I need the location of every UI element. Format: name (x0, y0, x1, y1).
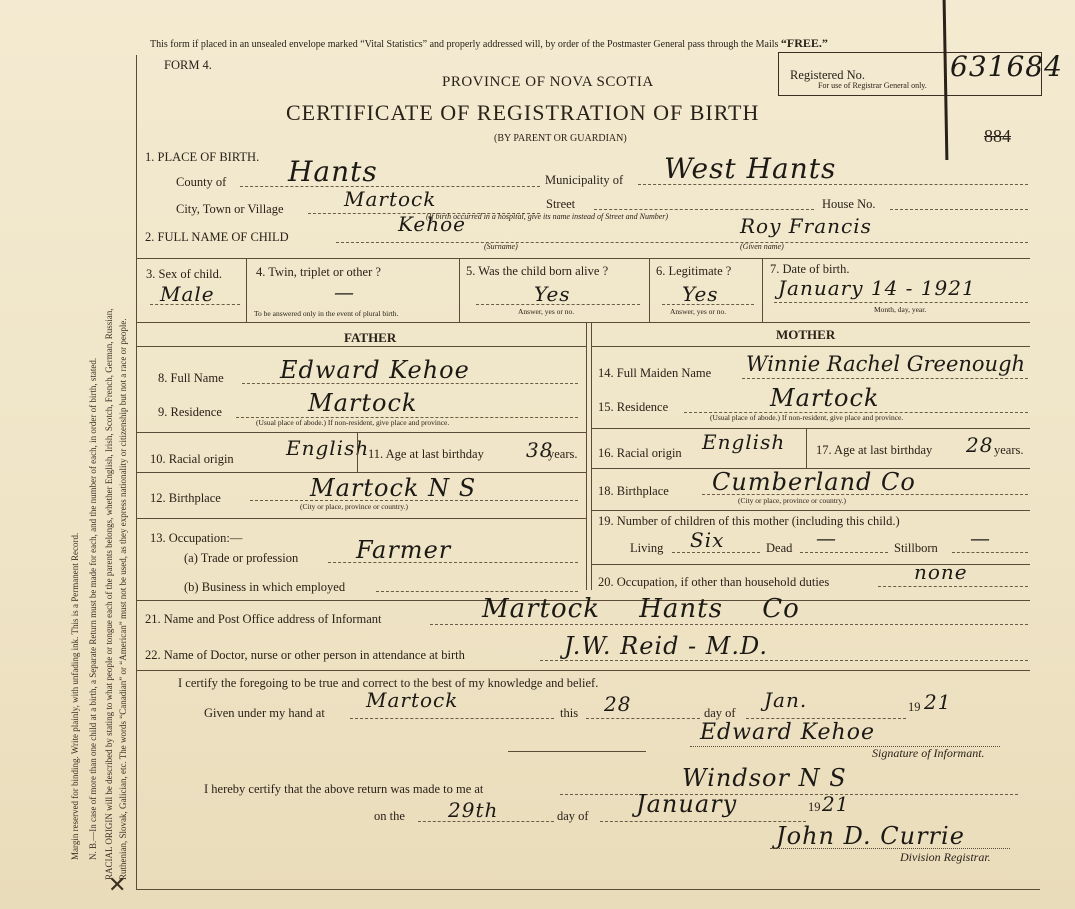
registered-number-value: 631684 (950, 50, 1063, 83)
father-residence-note: (Usual place of abode.) If non-resident, give place and province. (256, 418, 450, 427)
mother-living-label: Living (630, 541, 664, 555)
county-label: County of (176, 175, 227, 189)
return-place-line (560, 794, 1018, 795)
child-row-divider-3 (649, 258, 650, 322)
mother-age-label: 17. Age at last birthday (816, 443, 933, 457)
child-row-bottom-rule (136, 322, 1030, 323)
father-rule-1 (136, 432, 586, 433)
mother-occupation-label: 20. Occupation, if other than household duties (598, 575, 830, 589)
given-day-of-label: day of (704, 706, 736, 720)
street-line (594, 209, 814, 210)
father-residence-value: Martock (308, 389, 418, 417)
surname-note: (Surname) (484, 242, 518, 251)
date-of-birth-label: 7. Date of birth. (770, 262, 850, 276)
given-year-prefix: 19 (908, 700, 921, 714)
mother-name-label: 14. Full Maiden Name (598, 366, 712, 380)
given-day-value: 28 (604, 692, 632, 716)
father-name-label: 8. Full Name (158, 371, 224, 385)
informant-address-line (430, 624, 1028, 625)
mother-dead-value: — (816, 526, 837, 550)
municipality-label: Municipality of (545, 173, 624, 187)
mother-stillborn-line (952, 552, 1028, 553)
doctor-line (540, 660, 1028, 661)
given-day-line (586, 718, 700, 719)
county-value: Hants (288, 155, 378, 188)
return-month-value: January (636, 790, 738, 818)
date-of-birth-line (774, 302, 1028, 303)
parents-center-divider (586, 322, 587, 590)
mother-occupation-value: none (914, 560, 968, 584)
margin-note-binding: Margin reserved for binding. Write plainly, with unfading ink. This is a Permanent Record. (70, 532, 80, 860)
twin-label: 4. Twin, triplet or other ? (256, 265, 381, 279)
return-day-of-label: day of (557, 809, 589, 823)
city-label: City, Town or Village (176, 202, 284, 216)
given-year-value: 21 (924, 690, 952, 714)
date-of-birth-value: January 14 - 1921 (778, 276, 976, 300)
father-heading: FATHER (344, 330, 397, 345)
mother-dead-label: Dead (766, 541, 793, 555)
informant-address-value: Martock Hants Co (482, 594, 800, 624)
mother-birthplace-label: 18. Birthplace (598, 484, 669, 498)
doctor-label: 22. Name of Doctor, nurse or other person in attendance at birth (145, 648, 465, 662)
date-of-birth-note: Month, day, year. (874, 305, 927, 314)
mother-living-line (672, 552, 760, 553)
certify-statement: I certify the foregoing to be true and correct to the best of my knowledge and belief. (178, 676, 599, 690)
mother-residence-label: 15. Residence (598, 400, 669, 414)
mother-living-value: Six (690, 528, 725, 552)
return-on-the-label: on the (374, 809, 405, 823)
twin-note: To be answered only in the event of plural birth. (254, 309, 399, 318)
given-place-value: Martock (366, 688, 459, 712)
mother-name-line (742, 378, 1028, 379)
mother-residence-value: Martock (770, 384, 880, 412)
legitimate-label: 6. Legitimate ? (656, 264, 732, 278)
mother-birthplace-value: Cumberland Co (712, 468, 916, 496)
mother-stillborn-label: Stillborn (894, 541, 938, 555)
alive-label: 5. Was the child born alive ? (466, 264, 609, 278)
city-value: Martock (344, 187, 437, 211)
father-racial-value: English (286, 436, 370, 460)
child-row-divider-1 (246, 258, 247, 322)
registered-number-label: Registered No. (790, 68, 865, 82)
given-name-note: (Given name) (740, 242, 784, 251)
margin-note-plural-birth: N. B.—In case of more than one child at a birth, a Separate Return must be made for each, and the number of each, in order of birth, stated. (88, 357, 98, 860)
father-age-value: 38 (526, 438, 554, 462)
informant-address-label: 21. Name and Post Office address of Informant (145, 612, 382, 626)
child-row-top-rule (136, 258, 1030, 259)
father-birthplace-label: 12. Birthplace (150, 491, 221, 505)
form-number: FORM 4. (164, 58, 212, 72)
secondary-number: 884 (984, 126, 1011, 146)
sex-label: 3. Sex of child. (146, 267, 223, 281)
legitimate-note: Answer, yes or no. (670, 307, 727, 316)
page-title: CERTIFICATE OF REGISTRATION OF BIRTH (286, 100, 760, 125)
municipality-value: West Hants (664, 152, 837, 185)
mother-racial-divider (806, 428, 807, 468)
mother-heading: MOTHER (776, 327, 836, 342)
mail-notice-free: “FREE.” (780, 36, 828, 50)
father-business-label: (b) Business in which employed (184, 580, 346, 594)
mother-children-label: 19. Number of children of this mother (including this child.) (598, 514, 900, 528)
given-month-value: Jan. (764, 688, 808, 712)
mother-rule-1 (591, 428, 1030, 429)
mother-rule-3 (591, 510, 1030, 511)
mother-stillborn-value: — (970, 526, 991, 550)
sex-value: Male (160, 282, 215, 306)
registrar-use-note: For use of Registrar General only. (818, 81, 927, 90)
return-place-value: Windsor N S (682, 764, 847, 792)
father-racial-divider (357, 432, 358, 472)
witness-line (508, 751, 646, 752)
given-under-hand-label: Given under my hand at (204, 706, 325, 720)
child-row-divider-4 (762, 258, 763, 322)
father-heading-rule (136, 346, 586, 347)
father-trade-value: Farmer (356, 536, 452, 564)
child-given-name-value: Roy Francis (740, 214, 872, 238)
hospital-note: (If birth occurred in a hospital, give its name instead of Street and Number) (426, 212, 669, 221)
father-birthplace-value: Martock N S (310, 474, 477, 502)
informant-signature-caption: Signature of Informant. (872, 746, 985, 760)
margin-note-racial-origin-cont: Ruthenian, Slovak, Galician, etc. The words “Canadian” or “American” must not be used, as they express nationality or citizenship but not a race or people. (118, 318, 128, 880)
margin-note-racial-origin: RACIAL ORIGIN will be described by stating to what people or tongue each of the parents belongs, whether English, Irish, Scotch, French, German, Russian, (104, 308, 114, 880)
twin-value: — (334, 280, 355, 304)
father-rule-2 (136, 472, 586, 473)
return-statement: I hereby certify that the above return was made to me at (204, 782, 484, 796)
child-name-label: 2. FULL NAME OF CHILD (145, 230, 289, 244)
father-trade-label: (a) Trade or profession (184, 551, 299, 565)
father-business-line (376, 591, 578, 592)
house-number-label: House No. (822, 197, 876, 211)
given-month-line (746, 718, 906, 719)
registrar-signature-line (770, 848, 1010, 849)
page-subtitle: (BY PARENT OR GUARDIAN) (494, 133, 627, 144)
father-occupation-label: 13. Occupation:— (150, 531, 243, 545)
return-year-prefix: 19 (808, 800, 821, 814)
registrar-caption: Division Registrar. (900, 850, 991, 864)
father-age-label: 11. Age at last birthday (368, 447, 484, 461)
legitimate-value: Yes (682, 282, 719, 306)
frame-bottom-border (136, 889, 1040, 890)
father-birthplace-note: (City or place, province or country.) (300, 502, 409, 511)
given-place-line (350, 718, 554, 719)
father-age-years: years. (548, 447, 578, 461)
child-name-line (336, 242, 1028, 243)
child-surname-value: Kehoe (398, 212, 466, 236)
margin-x-mark: ✕ (108, 872, 127, 897)
mother-age-years: years. (994, 443, 1024, 457)
return-day-value: 29th (448, 798, 499, 822)
mother-racial-label: 16. Racial origin (598, 446, 682, 460)
mother-heading-rule (591, 346, 1030, 347)
father-residence-label: 9. Residence (158, 405, 222, 419)
doctor-value: J.W. Reid - M.D. (564, 632, 769, 660)
province-heading: PROVINCE OF NOVA SCOTIA (442, 74, 654, 90)
this-label: this (560, 706, 579, 720)
parents-center-divider-2 (591, 322, 592, 590)
mother-name-value: Winnie Rachel Greenough (746, 352, 1026, 376)
alive-note: Answer, yes or no. (518, 307, 575, 316)
alive-value: Yes (534, 282, 571, 306)
certify-top-rule (136, 670, 1030, 671)
mail-notice: This form if placed in an unsealed envelope marked “Vital Statistics” and properly addressed will, by order of the Postmaster General pass through the Mails “FREE.” (150, 36, 828, 50)
mother-dead-line (800, 552, 888, 553)
father-rule-3 (136, 518, 586, 519)
mother-occupation-line (878, 586, 1028, 587)
street-label: Street (546, 197, 576, 211)
father-name-value: Edward Kehoe (280, 356, 470, 384)
mother-age-value: 28 (966, 433, 994, 457)
place-of-birth-label: 1. PLACE OF BIRTH. (145, 150, 260, 164)
mother-birthplace-note: (City or place, province or country.) (738, 496, 847, 505)
informant-signature: Edward Kehoe (700, 720, 875, 745)
return-year-value: 21 (822, 792, 850, 816)
house-number-line (890, 209, 1028, 210)
registrar-signature: John D. Currie (776, 822, 965, 850)
child-row-divider-2 (459, 258, 460, 322)
mother-racial-value: English (702, 430, 786, 454)
father-racial-label: 10. Racial origin (150, 452, 234, 466)
mother-residence-note: (Usual place of abode.) If non-resident, give place and province. (710, 413, 904, 422)
